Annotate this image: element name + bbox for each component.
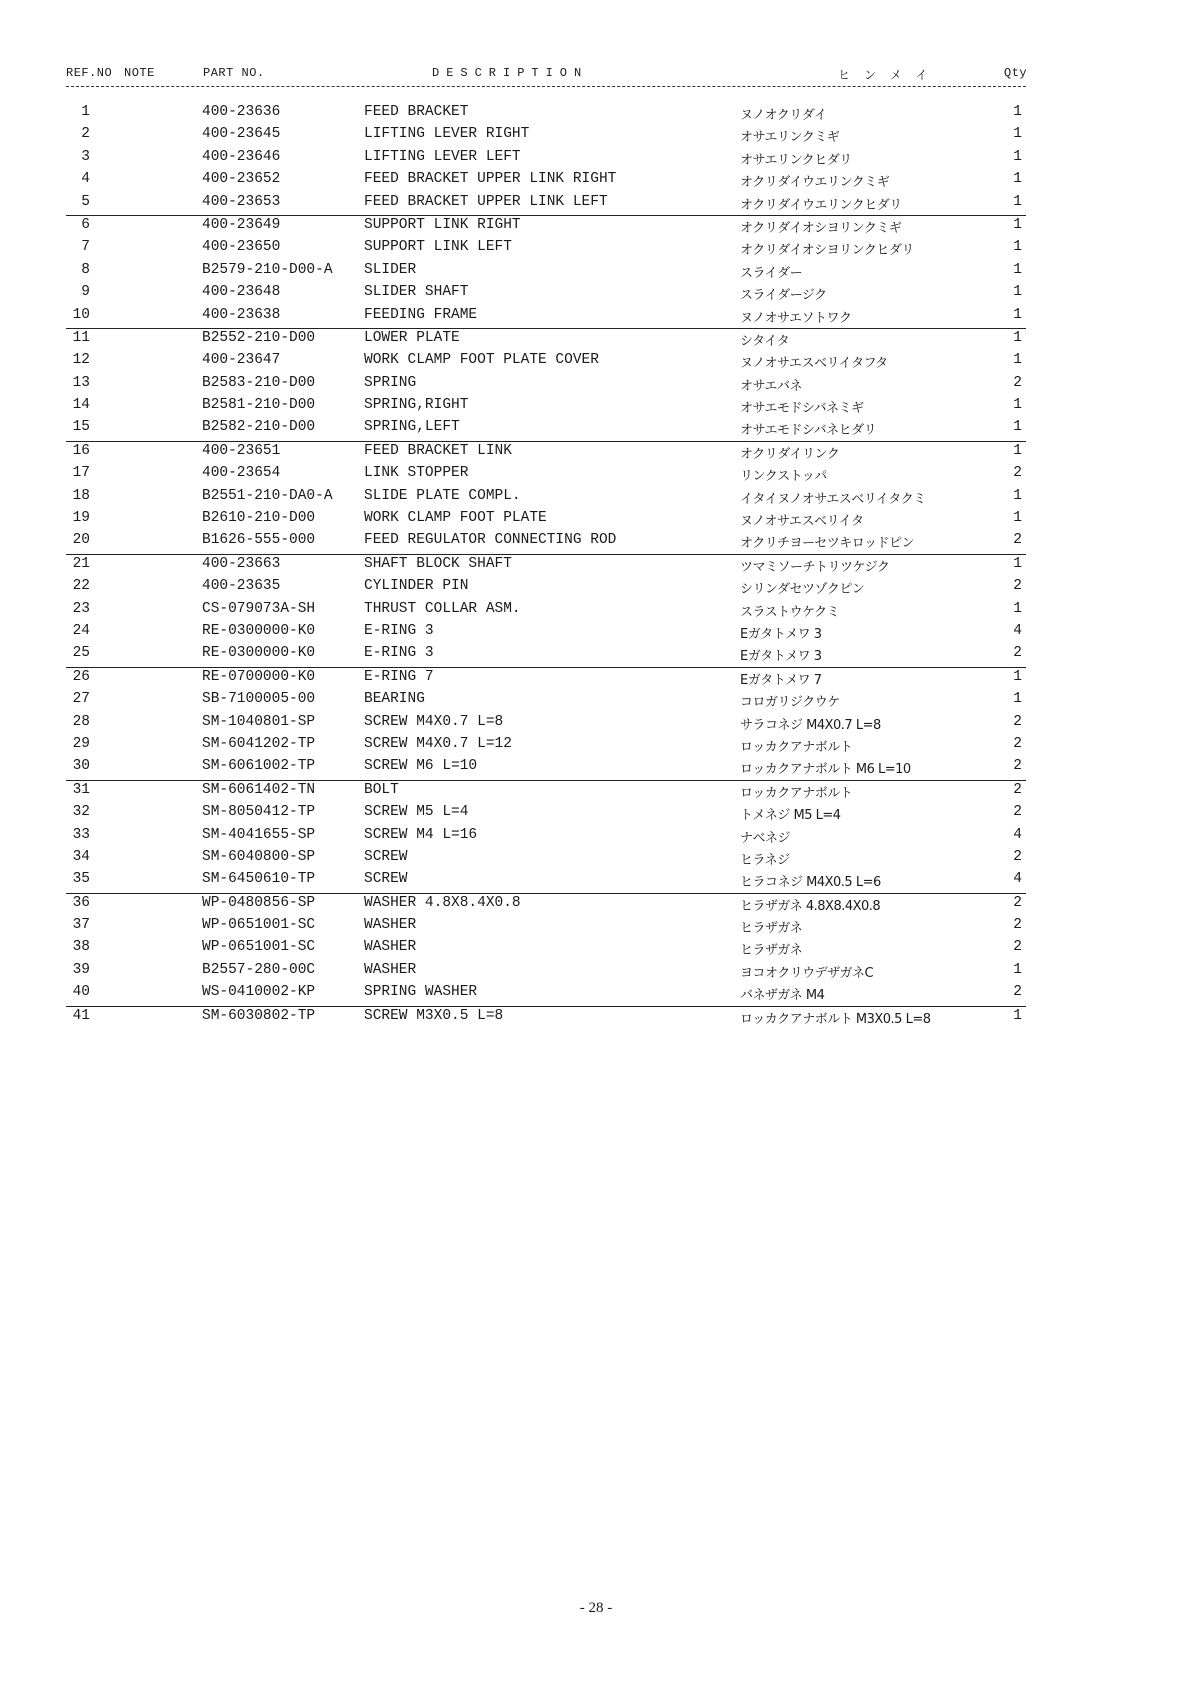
table-row: [66, 690, 1026, 712]
table-row: [66, 170, 1026, 192]
part-quantity: 2: [1013, 374, 1022, 391]
part-number: WP-0651001-SC: [202, 917, 316, 934]
part-number: B2583-210-D00: [202, 374, 316, 391]
part-kana-name: スライダー: [740, 265, 803, 281]
part-kana-name: オクリチヨーセツキロッドピン: [740, 536, 914, 552]
part-number: SM-6450610-TP: [202, 871, 316, 888]
part-quantity: 1: [1013, 419, 1022, 436]
part-description: FEEDING FRAME: [364, 306, 478, 323]
part-number: B2579-210-D00-A: [202, 261, 333, 278]
part-number: SM-4041655-SP: [202, 826, 316, 843]
part-description: WASHER 4.8X8.4X0.8: [364, 894, 521, 911]
table-row: [66, 713, 1026, 735]
page-number: - 28 -: [579, 1600, 613, 1616]
part-description: BEARING: [364, 691, 425, 708]
part-quantity: 1: [1013, 216, 1022, 233]
part-description: SCREW M6 L=10: [364, 758, 478, 775]
part-kana-name: ヨコオクリウデザガネC: [740, 965, 874, 981]
part-number: RE-0300000-K0: [202, 645, 316, 662]
ref-number: 8: [81, 261, 90, 278]
part-quantity: 2: [1013, 939, 1022, 956]
part-quantity: 1: [1013, 329, 1022, 346]
part-number: B1626-555-000: [202, 532, 316, 549]
part-kana-name: ヌノオサエソトワク: [740, 310, 852, 326]
part-description: E-RING 3: [364, 622, 434, 639]
ref-number: 25: [72, 645, 90, 662]
ref-number: 9: [81, 284, 90, 301]
table-row: [66, 622, 1026, 644]
part-number: CS-079073A-SH: [202, 600, 316, 617]
part-description: WORK CLAMP FOOT PLATE: [364, 510, 547, 527]
table-row: [66, 103, 1026, 125]
table-row: [66, 306, 1026, 329]
part-quantity: 1: [1013, 284, 1022, 301]
part-quantity: 2: [1013, 894, 1022, 911]
ref-number: 35: [72, 871, 90, 888]
part-kana-name: ヒラザガネ 4.8X8.4X0.8: [740, 898, 881, 914]
ref-number: 34: [72, 848, 90, 865]
part-description: CYLINDER PIN: [364, 578, 469, 595]
part-description: LINK STOPPER: [364, 465, 469, 482]
part-number: SM-8050412-TP: [202, 804, 316, 821]
header-note: NOTE: [124, 66, 155, 80]
part-quantity: 2: [1013, 645, 1022, 662]
table-row: [66, 961, 1026, 983]
table-row: [66, 916, 1026, 938]
part-description: SCREW: [364, 871, 408, 888]
part-description: SHAFT BLOCK SHAFT: [364, 555, 512, 572]
part-number: 400-23646: [202, 148, 281, 165]
part-description: E-RING 7: [364, 668, 434, 685]
ref-number: 1: [81, 104, 90, 120]
table-row: [66, 781, 1026, 803]
part-number: 400-23651: [202, 442, 281, 459]
ref-number: 6: [81, 216, 90, 233]
table-row: [66, 396, 1026, 418]
ref-number: 28: [72, 713, 90, 730]
ref-number: 24: [72, 622, 90, 639]
part-kana-name: オサエモドシバネミギ: [740, 401, 864, 417]
part-quantity: 2: [1013, 578, 1022, 595]
part-description: SUPPORT LINK LEFT: [364, 239, 512, 256]
part-description: SCREW M4X0.7 L=8: [364, 713, 504, 730]
table-row: [66, 418, 1026, 441]
part-number: SB-7100005-00: [202, 691, 316, 708]
part-kana-name: サラコネジ M4X0.7 L=8: [740, 717, 881, 733]
part-kana-name: ツマミソーチトリツケジク: [740, 559, 890, 575]
part-quantity: 2: [1013, 735, 1022, 752]
part-number: B2610-210-D00: [202, 510, 316, 527]
part-description: FEED BRACKET: [364, 104, 469, 120]
part-kana-name: Eガタトメワ 3: [740, 626, 822, 642]
part-number: 400-23636: [202, 104, 281, 120]
part-number: SM-6041202-TP: [202, 735, 316, 752]
ref-number: 41: [72, 1007, 90, 1024]
part-number: WS-0410002-KP: [202, 984, 316, 1001]
table-row: [66, 644, 1026, 667]
table-row: [66, 261, 1026, 283]
part-kana-name: ヒラネジ: [740, 852, 790, 868]
header-description: DESCRIPTION: [432, 66, 589, 80]
ref-number: 37: [72, 917, 90, 934]
part-description: WASHER: [364, 961, 417, 978]
part-kana-name: ロッカクアナボルト: [740, 785, 853, 801]
part-description: LIFTING LEVER LEFT: [364, 148, 521, 165]
ref-number: 3: [81, 148, 90, 165]
part-number: B2552-210-D00: [202, 329, 316, 346]
part-quantity: 2: [1013, 781, 1022, 798]
part-kana-name: オクリダイウエリンクミギ: [740, 175, 890, 191]
part-kana-name: ロッカクアナボルト: [740, 739, 853, 755]
ref-number: 36: [72, 894, 90, 911]
table-row: [66, 555, 1026, 577]
part-description: THRUST COLLAR ASM.: [364, 600, 521, 617]
part-number: 400-23654: [202, 465, 281, 482]
table-row: [66, 487, 1026, 509]
table-row: [66, 577, 1026, 599]
ref-number: 13: [72, 374, 90, 391]
part-number: 400-23652: [202, 171, 281, 188]
part-description: SCREW M4 L=16: [364, 826, 478, 843]
part-kana-name: ヒラコネジ M4X0.5 L=6: [740, 875, 881, 891]
table-row: [66, 442, 1026, 464]
ref-number: 38: [72, 939, 90, 956]
part-number: B2582-210-D00: [202, 419, 316, 436]
ref-number: 30: [72, 758, 90, 775]
part-quantity: 1: [1013, 555, 1022, 572]
part-kana-name: オクリダイオシヨリンクミギ: [740, 220, 902, 236]
part-number: 400-23648: [202, 284, 281, 301]
part-quantity: 1: [1013, 691, 1022, 708]
part-kana-name: ロッカクアナボルト M3X0.5 L=8: [740, 1011, 931, 1027]
part-number: RE-0700000-K0: [202, 668, 316, 685]
part-quantity: 1: [1013, 126, 1022, 143]
part-description: E-RING 3: [364, 645, 434, 662]
part-quantity: 2: [1013, 465, 1022, 482]
table-row: [66, 870, 1026, 893]
ref-number: 7: [81, 239, 90, 256]
part-description: FEED REGULATOR CONNECTING ROD: [364, 532, 617, 549]
part-kana-name: Eガタトメワ 7: [740, 672, 822, 688]
part-kana-name: オクリダイリンク: [740, 446, 840, 462]
part-quantity: 2: [1013, 713, 1022, 730]
part-quantity: 1: [1013, 600, 1022, 617]
part-number: 400-23638: [202, 306, 281, 323]
part-quantity: 1: [1013, 306, 1022, 323]
part-quantity: 1: [1013, 961, 1022, 978]
part-kana-name: Eガタトメワ 3: [740, 649, 822, 665]
part-description: SPRING: [364, 374, 417, 391]
ref-number: 26: [72, 668, 90, 685]
table-row: [66, 125, 1026, 147]
part-description: SLIDER SHAFT: [364, 284, 469, 301]
part-number: 400-23647: [202, 352, 281, 369]
table-row: [66, 803, 1026, 825]
part-quantity: 1: [1013, 193, 1022, 210]
table-row: [66, 283, 1026, 305]
table-row: [66, 148, 1026, 170]
part-quantity: 2: [1013, 804, 1022, 821]
table-row: [66, 668, 1026, 690]
part-quantity: 1: [1013, 261, 1022, 278]
table-row: [66, 983, 1026, 1006]
part-number: SM-6061402-TN: [202, 781, 316, 798]
part-quantity: 2: [1013, 532, 1022, 549]
part-number: SM-6040800-SP: [202, 848, 316, 865]
part-kana-name: バネザガネ M4: [740, 988, 825, 1004]
part-kana-name: ナベネジ: [740, 830, 791, 846]
part-description: WORK CLAMP FOOT PLATE COVER: [364, 352, 599, 369]
part-description: SCREW M5 L=4: [364, 804, 469, 821]
table-row: [66, 238, 1026, 260]
part-quantity: 4: [1013, 826, 1022, 843]
part-kana-name: シタイタ: [740, 333, 790, 349]
part-kana-name: オサエモドシバネヒダリ: [740, 423, 877, 439]
part-quantity: 1: [1013, 397, 1022, 414]
part-number: SM-6061002-TP: [202, 758, 316, 775]
part-kana-name: オサエリンクミギ: [740, 130, 840, 146]
part-description: FEED BRACKET UPPER LINK LEFT: [364, 193, 608, 210]
table-row: [66, 826, 1026, 848]
part-quantity: 1: [1013, 239, 1022, 256]
ref-number: 17: [72, 465, 90, 482]
part-kana-name: ヌノオサエスベリイタフタ: [740, 356, 888, 372]
ref-number: 20: [72, 532, 90, 549]
part-kana-name: スラストウケクミ: [740, 604, 840, 620]
part-number: WP-0480856-SP: [202, 894, 316, 911]
table-row: [66, 216, 1026, 238]
part-description: WASHER: [364, 917, 417, 934]
part-quantity: 2: [1013, 758, 1022, 775]
ref-number: 2: [81, 126, 90, 143]
part-quantity: 1: [1013, 442, 1022, 459]
part-number: WP-0651001-SC: [202, 939, 316, 956]
header-divider: [66, 86, 1026, 87]
part-quantity: 2: [1013, 848, 1022, 865]
ref-number: 15: [72, 419, 90, 436]
table-row: [66, 1007, 1026, 1029]
part-number: B2557-280-00C: [202, 961, 316, 978]
part-kana-name: リンクストッパ: [740, 469, 827, 485]
part-kana-name: オクリダイウエリンクヒダリ: [740, 197, 902, 213]
ref-number: 11: [72, 329, 90, 346]
table-header: [66, 66, 1026, 86]
ref-number: 21: [72, 555, 90, 572]
ref-number: 22: [72, 578, 90, 595]
part-number: B2551-210-DA0-A: [202, 487, 333, 504]
part-quantity: 1: [1013, 148, 1022, 165]
part-kana-name: ヒラザガネ: [740, 943, 803, 959]
part-description: SUPPORT LINK RIGHT: [364, 216, 521, 233]
part-kana-name: イタイヌノオサエスベリイタクミ: [740, 491, 926, 507]
part-number: SM-6030802-TP: [202, 1007, 316, 1024]
ref-number: 12: [72, 352, 90, 369]
part-description: SPRING,RIGHT: [364, 397, 469, 414]
ref-number: 33: [72, 826, 90, 843]
part-description: SCREW M4X0.7 L=12: [364, 735, 512, 752]
ref-number: 23: [72, 600, 90, 617]
part-quantity: 1: [1013, 1007, 1022, 1024]
ref-number: 16: [72, 442, 90, 459]
ref-number: 31: [72, 781, 90, 798]
part-description: SCREW: [364, 848, 408, 865]
part-description: LIFTING LEVER RIGHT: [364, 126, 530, 143]
part-kana-name: シリンダセツゾクピン: [740, 582, 865, 598]
part-description: SLIDER: [364, 261, 417, 278]
part-number: 400-23649: [202, 216, 281, 233]
part-quantity: 4: [1013, 871, 1022, 888]
table-row: [66, 600, 1026, 622]
ref-number: 4: [81, 171, 90, 188]
part-quantity: 2: [1013, 917, 1022, 934]
table-row: [66, 757, 1026, 780]
table-row: [66, 374, 1026, 396]
ref-number: 5: [81, 193, 90, 210]
ref-number: 14: [72, 397, 90, 414]
part-kana-name: オサエバネ: [740, 378, 802, 394]
header-kana-name: ヒンメイ: [838, 69, 942, 83]
ref-number: 19: [72, 510, 90, 527]
table-row: [66, 329, 1026, 351]
ref-number: 29: [72, 735, 90, 752]
table-row: [66, 464, 1026, 486]
part-kana-name: トメネジ M5 L=4: [740, 808, 841, 824]
header-part-no: PART NO.: [203, 66, 265, 80]
part-description: SPRING WASHER: [364, 984, 478, 1001]
part-number: 400-23653: [202, 193, 281, 210]
part-number: B2581-210-D00: [202, 397, 316, 414]
part-number: 400-23663: [202, 555, 281, 572]
part-description: LOWER PLATE: [364, 329, 460, 346]
table-row: [66, 351, 1026, 373]
part-number: 400-23645: [202, 126, 281, 143]
part-quantity: 1: [1013, 171, 1022, 188]
table-row: [66, 193, 1026, 216]
part-quantity: 1: [1013, 510, 1022, 527]
part-number: SM-1040801-SP: [202, 713, 316, 730]
part-kana-name: オクリダイオシヨリンクヒダリ: [740, 243, 914, 259]
ref-number: 27: [72, 691, 90, 708]
part-quantity: 1: [1013, 668, 1022, 685]
parts-table: [66, 103, 1026, 1029]
part-quantity: 1: [1013, 104, 1022, 120]
part-description: SCREW M3X0.5 L=8: [364, 1007, 504, 1024]
part-description: SLIDE PLATE COMPL.: [364, 487, 521, 504]
table-row: [66, 938, 1026, 960]
header-ref-no: REF.NO: [66, 66, 113, 80]
header-qty: Qty: [1004, 66, 1028, 80]
ref-number: 32: [72, 804, 90, 821]
part-kana-name: ヌノオクリダイ: [740, 108, 827, 123]
table-row: [66, 509, 1026, 531]
part-kana-name: オサエリンクヒダリ: [740, 152, 852, 168]
part-description: BOLT: [364, 781, 399, 798]
part-quantity: 4: [1013, 622, 1022, 639]
part-description: FEED BRACKET UPPER LINK RIGHT: [364, 171, 617, 188]
ref-number: 40: [72, 984, 90, 1001]
part-quantity: 1: [1013, 487, 1022, 504]
table-row: [66, 848, 1026, 870]
part-kana-name: コロガリジクウケ: [740, 695, 840, 711]
ref-number: 10: [72, 306, 90, 323]
part-kana-name: スライダージク: [740, 288, 827, 304]
part-number: 400-23650: [202, 239, 281, 256]
part-description: SPRING,LEFT: [364, 419, 460, 436]
part-kana-name: ロッカクアナボルト M6 L=10: [740, 762, 911, 778]
part-description: FEED BRACKET LINK: [364, 442, 512, 459]
part-kana-name: ヌノオサエスベリイタ: [740, 514, 864, 530]
part-quantity: 2: [1013, 984, 1022, 1001]
table-row: [66, 894, 1026, 916]
table-row: [66, 531, 1026, 554]
part-kana-name: ヒラザガネ: [740, 921, 803, 937]
part-number: RE-0300000-K0: [202, 622, 316, 639]
part-quantity: 1: [1013, 352, 1022, 369]
ref-number: 39: [72, 961, 90, 978]
part-description: WASHER: [364, 939, 417, 956]
ref-number: 18: [72, 487, 90, 504]
part-number: 400-23635: [202, 578, 281, 595]
table-row: [66, 735, 1026, 757]
